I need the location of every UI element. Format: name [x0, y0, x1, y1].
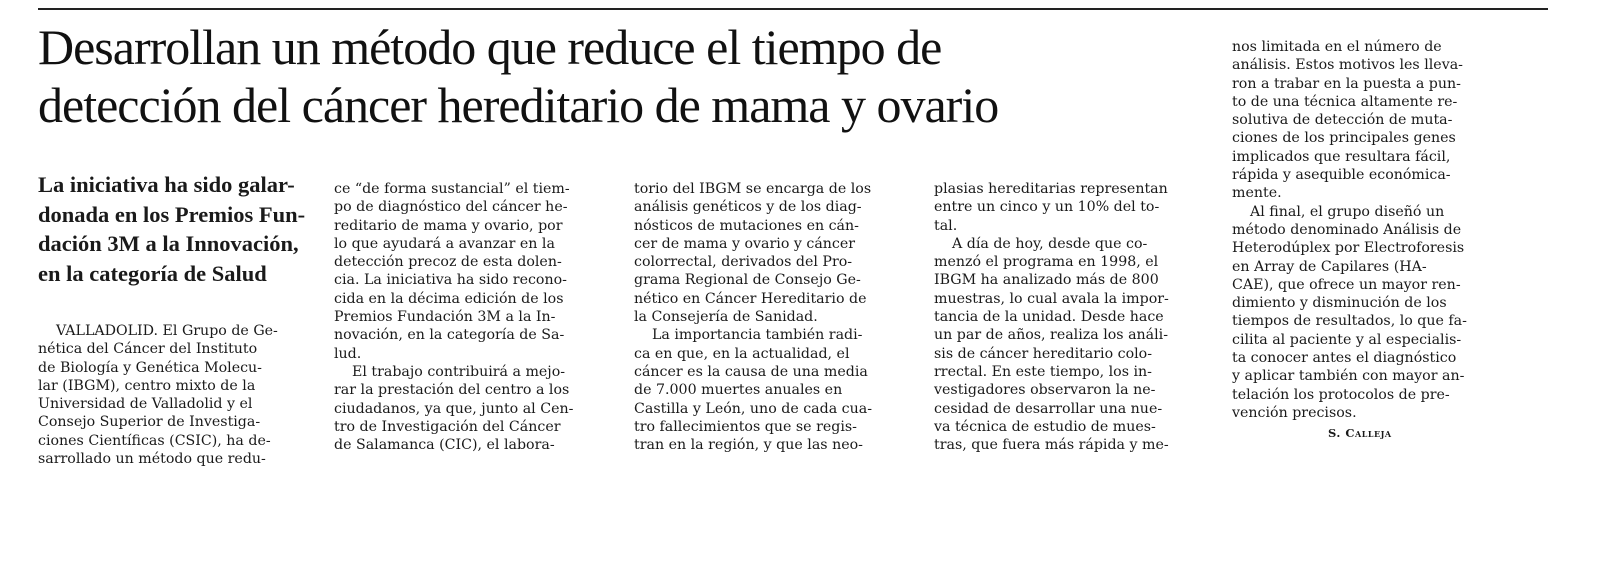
text-line: colorrectal, derivados del Pro- — [634, 254, 853, 271]
text-line: IBGM ha analizado más de 800 — [934, 272, 1159, 289]
text-line: de 7.000 muertes anuales en — [634, 382, 843, 399]
text-line: nósticos de mutaciones en cán- — [634, 217, 859, 234]
text-line: sarrollado un método que redu- — [38, 451, 266, 468]
text-line: ta conocer antes el diagnóstico — [1232, 350, 1457, 367]
text-line: va técnica de estudio de mues- — [934, 418, 1156, 435]
text-line: ciudadanos, ya que, junto al Cen- — [334, 400, 574, 417]
subheadline — [38, 170, 313, 288]
subhead-line: dación 3M a la Innovación, — [38, 231, 299, 256]
text-line: grama Regional de Consejo Ge- — [634, 272, 861, 289]
text-line: po de diagnóstico del cáncer he- — [334, 199, 568, 216]
article-column-1 — [38, 322, 278, 468]
author-byline: S. Calleja — [1328, 426, 1392, 441]
text-line: lud. — [334, 345, 362, 362]
text-line: y aplicar también con mayor an- — [1232, 368, 1465, 385]
text-line: cáncer es la causa de una media — [634, 363, 868, 380]
article-column-3 — [634, 180, 872, 454]
text-line: to de una técnica altamente re- — [1232, 93, 1458, 110]
text-line: un par de años, realiza los análi- — [934, 327, 1168, 344]
text-line: Heterodúplex por Electroforesis — [1232, 240, 1465, 257]
text-line: nética del Cáncer del Instituto — [38, 341, 258, 358]
text-line: Universidad de Valladolid y el — [38, 396, 253, 413]
text-line: la Consejería de Sanidad. — [634, 309, 818, 326]
text-line: torio del IBGM se encarga de los — [634, 181, 872, 197]
text-line: plasias hereditarias representan — [934, 181, 1168, 197]
text-line: nos limitada en el número de — [1232, 39, 1442, 55]
text-line: Premios Fundación 3M a la In- — [334, 309, 556, 326]
text-line: A día de hoy, desde que co- — [952, 235, 1148, 252]
subhead-line: donada en los Premios Fun- — [38, 201, 306, 227]
text-line: tro de Investigación del Cáncer — [334, 418, 561, 435]
text-line: cida en la décima edición de los — [334, 290, 564, 307]
text-line: análisis. Estos motivos les lleva- — [1232, 57, 1463, 74]
text-line: solutiva de detección de muta- — [1232, 112, 1453, 129]
text-line: de Salamanca (CIC), el labora- — [334, 437, 555, 454]
text-line: ron a trabar en la puesta a pun- — [1232, 75, 1461, 92]
text-line: lar (IBGM), centro mixto de la — [38, 377, 256, 394]
article-column-5 — [1232, 38, 1467, 443]
text-line: mente. — [1232, 185, 1282, 202]
text-line: cilita al paciente y al especialis- — [1232, 331, 1462, 348]
article-column-2 — [334, 180, 573, 454]
text-line: muestras, lo cual avala la impor- — [934, 290, 1169, 307]
text-line: rar la prestación del centro a los — [334, 382, 570, 399]
text-line: detección precoz de esta dolen- — [334, 254, 562, 271]
text-line: dimiento y disminución de los — [1232, 295, 1447, 312]
text-line: Al final, el grupo diseñó un — [1250, 203, 1445, 220]
text-line: tancia de la unidad. Desde hace — [934, 309, 1164, 326]
headline-line-1: Desarrollan un método que reduce el tiempo de — [38, 19, 942, 75]
text-line: vestigadores observaron la ne- — [934, 382, 1156, 399]
text-line: método denominado Análisis de — [1232, 221, 1462, 238]
article-column-4 — [934, 180, 1169, 454]
text-line: Castilla y León, uno de cada cua- — [634, 400, 873, 417]
text-line: telación los protocolos de pre- — [1232, 386, 1450, 403]
text-line: novación, en la categoría de Sa- — [334, 327, 565, 344]
text-line: en Array de Capilares (HA- — [1232, 258, 1427, 275]
text-line: nético en Cáncer Hereditario de — [634, 290, 867, 307]
text-line: cia. La iniciativa ha sido recono- — [334, 272, 567, 289]
text-line: ciones Científicas (CSIC), ha de- — [38, 432, 271, 449]
text-line: El trabajo contribuirá a mejo- — [352, 363, 566, 380]
text-line: rápida y asequible económica- — [1232, 167, 1451, 184]
text-line: lo que ayudará a avanzar en la — [334, 235, 555, 252]
text-line: ce “de forma sustancial” el tiem- — [334, 181, 570, 197]
text-line: ca en que, en la actualidad, el — [634, 345, 850, 362]
top-rule — [38, 8, 1548, 10]
subhead-line: La iniciativa ha sido galar- — [38, 172, 295, 197]
text-line: Consejo Superior de Investiga- — [38, 414, 261, 431]
headline — [38, 18, 1253, 134]
text-line: menzó el programa en 1998, el — [934, 254, 1159, 271]
text-line: implicados que resultara fácil, — [1232, 148, 1451, 165]
text-line: sis de cáncer hereditario colo- — [934, 345, 1152, 362]
text-line: tras, que fuera más rápida y me- — [934, 437, 1169, 454]
headline-line-2: detección del cáncer hereditario de mama y ovario — [38, 77, 999, 133]
text-line: La importancia también radi- — [652, 327, 863, 344]
text-line: cer de mama y ovario y cáncer — [634, 235, 856, 252]
text-line: reditario de mama y ovario, por — [334, 217, 563, 234]
text-line: tiempos de resultados, lo que fa- — [1232, 313, 1467, 330]
text-line: cesidad de desarrollar una nue- — [934, 400, 1163, 417]
text-line: tal. — [934, 217, 958, 234]
text-line: tran en la región, y que las neo- — [634, 437, 863, 454]
text-line: ciones de los principales genes — [1232, 130, 1456, 147]
text-line: rrectal. En este tiempo, los in- — [934, 363, 1152, 380]
subhead-line: en la categoría de Salud — [38, 260, 267, 286]
text-line: vención precisos. — [1232, 404, 1357, 421]
text-line: CAE), que ofrece un mayor ren- — [1232, 276, 1461, 293]
text-line: de Biología y Genética Molecu- — [38, 359, 262, 376]
text-line: entre un cinco y un 10% del to- — [934, 199, 1160, 216]
text-line: VALLADOLID. El Grupo de Ge- — [56, 323, 278, 339]
text-line: análisis genéticos y de los diag- — [634, 199, 862, 216]
text-line: tro fallecimientos que se regis- — [634, 418, 857, 435]
